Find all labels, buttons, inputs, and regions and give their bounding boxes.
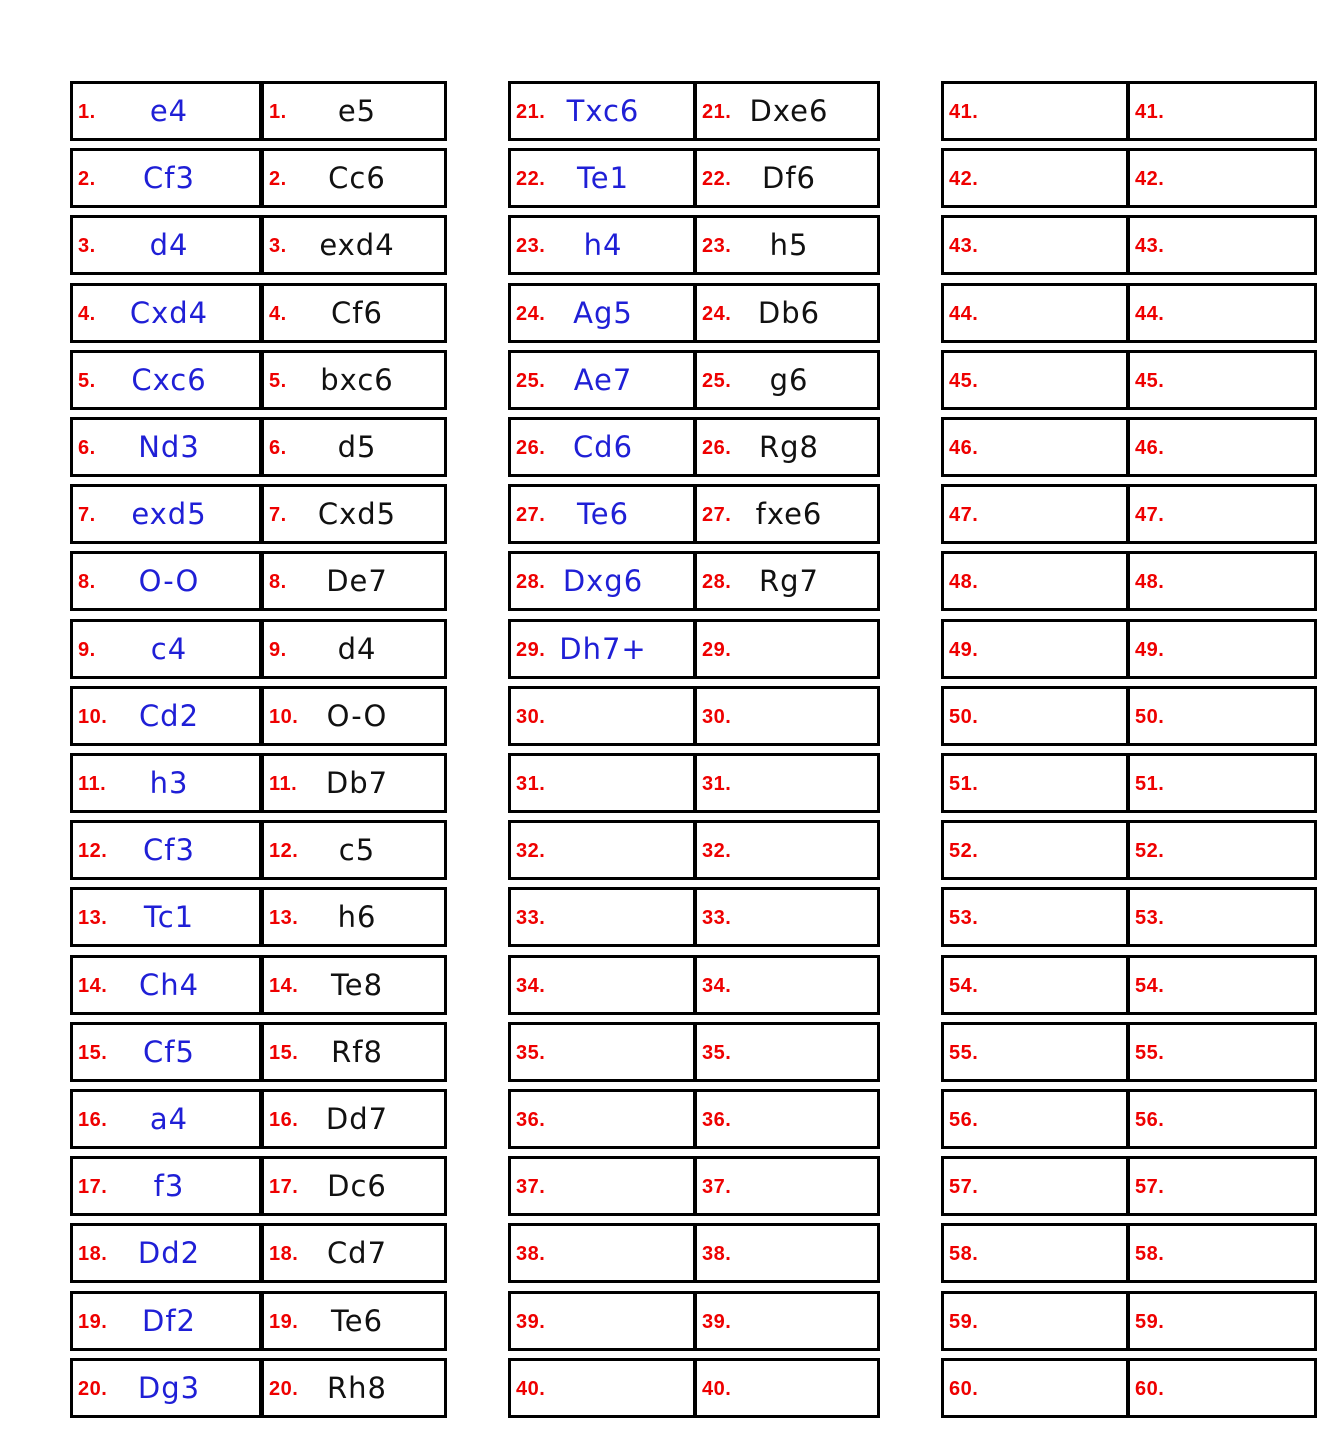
black-move-cell[interactable] — [261, 1358, 447, 1418]
white-move-cell[interactable] — [70, 350, 262, 410]
move-number: 28. — [702, 571, 732, 593]
black-move: g6 — [769, 363, 809, 397]
white-move-cell[interactable] — [941, 81, 1129, 141]
black-move-cell[interactable] — [694, 1022, 880, 1082]
white-move-cell[interactable] — [941, 283, 1129, 343]
black-move-cell[interactable] — [694, 350, 880, 410]
black-move: Db6 — [757, 296, 821, 330]
move-number: 39. — [516, 1311, 546, 1333]
black-move: Cc6 — [328, 161, 386, 195]
white-move-cell[interactable] — [70, 820, 262, 880]
move-number: 46. — [949, 437, 979, 459]
black-move: Dd7 — [325, 1102, 389, 1136]
black-move-cell[interactable] — [694, 417, 880, 477]
black-move-cell[interactable] — [1127, 1223, 1317, 1283]
move-number: 49. — [1135, 639, 1165, 661]
black-move-cell[interactable] — [261, 81, 447, 141]
black-move-cell[interactable] — [1127, 1089, 1317, 1149]
white-move-cell[interactable] — [941, 820, 1129, 880]
move-number: 30. — [516, 706, 546, 728]
black-move-cell[interactable] — [1127, 417, 1317, 477]
black-move: Cd7 — [326, 1236, 388, 1270]
move-number: 22. — [516, 168, 546, 190]
move-number: 17. — [269, 1176, 299, 1198]
move-number: 8. — [269, 571, 287, 593]
white-move-cell[interactable] — [941, 887, 1129, 947]
move-number: 11. — [269, 773, 298, 795]
white-move-cell[interactable] — [941, 686, 1129, 746]
black-move-cell[interactable] — [1127, 619, 1317, 679]
move-number: 31. — [702, 773, 732, 795]
black-move-cell[interactable] — [261, 148, 447, 208]
black-move-cell[interactable] — [1127, 148, 1317, 208]
white-move: Cxd4 — [129, 296, 209, 330]
move-number: 5. — [78, 370, 96, 392]
move-number: 16. — [78, 1109, 108, 1131]
black-move: Dxe6 — [749, 94, 829, 128]
white-move-cell[interactable] — [70, 1358, 262, 1418]
move-number: 41. — [949, 101, 979, 123]
move-number: 50. — [949, 706, 979, 728]
black-move-cell[interactable] — [1127, 551, 1317, 611]
black-move-cell[interactable] — [1127, 1291, 1317, 1351]
black-move: d5 — [337, 430, 377, 464]
white-move: Cf3 — [143, 833, 195, 867]
black-move: De7 — [326, 564, 388, 598]
move-number: 2. — [78, 168, 96, 190]
black-move: Dc6 — [327, 1169, 387, 1203]
white-move-cell[interactable] — [941, 1156, 1129, 1216]
move-number: 54. — [949, 975, 979, 997]
white-move: Cf5 — [143, 1035, 195, 1069]
move-number: 12. — [78, 840, 108, 862]
white-move-cell[interactable] — [70, 1291, 262, 1351]
white-move-cell[interactable] — [508, 1291, 696, 1351]
move-number: 8. — [78, 571, 96, 593]
white-move: d4 — [149, 228, 189, 262]
white-move-cell[interactable] — [70, 1223, 262, 1283]
move-number: 25. — [516, 370, 546, 392]
black-move: h6 — [337, 900, 377, 934]
move-number: 9. — [269, 639, 287, 661]
white-move: Te1 — [576, 161, 630, 195]
white-move-cell[interactable] — [941, 148, 1129, 208]
move-number: 25. — [702, 370, 732, 392]
black-move-cell[interactable] — [261, 887, 447, 947]
move-number: 3. — [269, 235, 287, 257]
move-number: 36. — [516, 1109, 546, 1131]
move-number: 7. — [269, 504, 287, 526]
move-number: 23. — [516, 235, 546, 257]
white-move-cell[interactable] — [70, 417, 262, 477]
move-number: 10. — [269, 706, 299, 728]
move-number: 39. — [702, 1311, 732, 1333]
black-move: fxe6 — [755, 497, 823, 531]
move-number: 18. — [78, 1243, 108, 1265]
white-move: Dxg6 — [562, 564, 644, 598]
move-number: 42. — [949, 168, 979, 190]
move-number: 4. — [269, 303, 287, 325]
white-move-cell[interactable] — [508, 686, 696, 746]
black-move-cell[interactable] — [694, 619, 880, 679]
white-move-cell[interactable] — [941, 619, 1129, 679]
move-number: 45. — [1135, 370, 1165, 392]
white-move: h4 — [583, 228, 623, 262]
move-number: 14. — [269, 975, 299, 997]
move-number: 57. — [1135, 1176, 1165, 1198]
white-move-cell[interactable] — [508, 417, 696, 477]
white-move: Nd3 — [138, 430, 200, 464]
black-move-cell[interactable] — [1127, 820, 1317, 880]
move-number: 56. — [949, 1109, 979, 1131]
white-move-cell[interactable] — [508, 551, 696, 611]
white-move-cell[interactable] — [941, 215, 1129, 275]
white-move-cell[interactable] — [508, 81, 696, 141]
black-move: Te6 — [330, 1304, 384, 1338]
white-move-cell[interactable] — [508, 820, 696, 880]
move-number: 15. — [269, 1042, 299, 1064]
white-move-cell[interactable] — [941, 753, 1129, 813]
black-move-cell[interactable] — [1127, 215, 1317, 275]
white-move-cell[interactable] — [508, 887, 696, 947]
black-move-cell[interactable] — [1127, 753, 1317, 813]
black-move-cell[interactable] — [694, 686, 880, 746]
move-number: 32. — [516, 840, 546, 862]
black-move-cell[interactable] — [1127, 81, 1317, 141]
black-move-cell[interactable] — [694, 283, 880, 343]
move-number: 26. — [702, 437, 732, 459]
black-move-cell[interactable] — [261, 619, 447, 679]
black-move-cell[interactable] — [694, 1291, 880, 1351]
black-move-cell[interactable] — [694, 148, 880, 208]
white-move-cell[interactable] — [508, 215, 696, 275]
move-number: 36. — [702, 1109, 732, 1131]
move-number: 43. — [1135, 235, 1165, 257]
move-number: 56. — [1135, 1109, 1165, 1131]
move-number: 58. — [1135, 1243, 1165, 1265]
white-move-cell[interactable] — [508, 753, 696, 813]
black-move-cell[interactable] — [1127, 887, 1317, 947]
move-number: 24. — [702, 303, 732, 325]
white-move-cell[interactable] — [70, 1022, 262, 1082]
black-move-cell[interactable] — [694, 1358, 880, 1418]
white-move-cell[interactable] — [508, 955, 696, 1015]
white-move-cell[interactable] — [508, 1223, 696, 1283]
white-move-cell[interactable] — [941, 1089, 1129, 1149]
move-number: 2. — [269, 168, 287, 190]
black-move-cell[interactable] — [261, 417, 447, 477]
move-number: 60. — [949, 1378, 979, 1400]
white-move-cell[interactable] — [70, 686, 262, 746]
black-move-cell[interactable] — [694, 1089, 880, 1149]
black-move-cell[interactable] — [261, 1022, 447, 1082]
move-number: 47. — [949, 504, 979, 526]
white-move-cell[interactable] — [508, 1358, 696, 1418]
black-move: Te8 — [330, 968, 384, 1002]
black-move-cell[interactable] — [694, 753, 880, 813]
black-move-cell[interactable] — [1127, 1156, 1317, 1216]
move-number: 26. — [516, 437, 546, 459]
black-move-cell[interactable] — [261, 753, 447, 813]
move-number: 35. — [702, 1042, 732, 1064]
black-move-cell[interactable] — [1127, 484, 1317, 544]
move-number: 22. — [702, 168, 732, 190]
move-number: 53. — [1135, 907, 1165, 929]
move-number: 50. — [1135, 706, 1165, 728]
move-number: 55. — [949, 1042, 979, 1064]
black-move: exd4 — [319, 228, 395, 262]
black-move-cell[interactable] — [261, 215, 447, 275]
white-move-cell[interactable] — [70, 215, 262, 275]
move-number: 41. — [1135, 101, 1165, 123]
white-move-cell[interactable] — [941, 551, 1129, 611]
black-move: O-O — [326, 699, 388, 733]
white-move: Ag5 — [573, 296, 633, 330]
white-move-cell[interactable] — [508, 148, 696, 208]
move-number: 9. — [78, 639, 96, 661]
move-number: 21. — [702, 101, 732, 123]
move-number: 44. — [1135, 303, 1165, 325]
white-move: Cd6 — [572, 430, 634, 464]
move-number: 59. — [949, 1311, 979, 1333]
white-move-cell[interactable] — [941, 1291, 1129, 1351]
black-move-cell[interactable] — [694, 484, 880, 544]
move-number: 44. — [949, 303, 979, 325]
move-number: 40. — [702, 1378, 732, 1400]
move-number: 17. — [78, 1176, 108, 1198]
white-move: Txc6 — [566, 94, 640, 128]
move-number: 6. — [269, 437, 287, 459]
move-number: 37. — [516, 1176, 546, 1198]
white-move-cell[interactable] — [508, 1156, 696, 1216]
move-number: 4. — [78, 303, 96, 325]
white-move-cell[interactable] — [941, 1223, 1129, 1283]
black-move-cell[interactable] — [261, 820, 447, 880]
move-number: 5. — [269, 370, 287, 392]
white-move: Dg3 — [137, 1371, 201, 1405]
move-number: 15. — [78, 1042, 108, 1064]
move-number: 34. — [702, 975, 732, 997]
move-number: 34. — [516, 975, 546, 997]
black-move-cell[interactable] — [261, 1089, 447, 1149]
move-number: 58. — [949, 1243, 979, 1265]
move-number: 45. — [949, 370, 979, 392]
black-move: Rf8 — [331, 1035, 383, 1069]
move-number: 10. — [78, 706, 108, 728]
white-move-cell[interactable] — [941, 417, 1129, 477]
move-number: 1. — [78, 101, 96, 123]
black-move-cell[interactable] — [1127, 350, 1317, 410]
move-number: 28. — [516, 571, 546, 593]
black-move-cell[interactable] — [694, 551, 880, 611]
white-move-cell[interactable] — [70, 551, 262, 611]
white-move-cell[interactable] — [508, 1022, 696, 1082]
move-number: 27. — [516, 504, 546, 526]
move-number: 57. — [949, 1176, 979, 1198]
white-move-cell[interactable] — [70, 81, 262, 141]
white-move-cell[interactable] — [941, 1022, 1129, 1082]
move-number: 35. — [516, 1042, 546, 1064]
move-number: 23. — [702, 235, 732, 257]
white-move-cell[interactable] — [941, 1358, 1129, 1418]
white-move-cell[interactable] — [70, 619, 262, 679]
black-move-cell[interactable] — [1127, 283, 1317, 343]
move-number: 51. — [1135, 773, 1165, 795]
move-number: 21. — [516, 101, 546, 123]
black-move-cell[interactable] — [1127, 955, 1317, 1015]
white-move-cell[interactable] — [508, 1089, 696, 1149]
move-number: 1. — [269, 101, 287, 123]
move-number: 52. — [1135, 840, 1165, 862]
white-move-cell[interactable] — [70, 955, 262, 1015]
black-move-cell[interactable] — [261, 1291, 447, 1351]
white-move: f3 — [153, 1169, 185, 1203]
move-number: 29. — [702, 639, 732, 661]
white-move-cell[interactable] — [70, 1156, 262, 1216]
black-move-cell[interactable] — [261, 1223, 447, 1283]
move-number: 14. — [78, 975, 108, 997]
white-move: e4 — [149, 94, 189, 128]
move-number: 20. — [78, 1378, 108, 1400]
move-number: 32. — [702, 840, 732, 862]
white-move: a4 — [149, 1102, 189, 1136]
move-number: 47. — [1135, 504, 1165, 526]
move-number: 40. — [516, 1378, 546, 1400]
black-move: Cf6 — [331, 296, 383, 330]
white-move: Df2 — [142, 1304, 196, 1338]
move-number: 37. — [702, 1176, 732, 1198]
white-move: Ae7 — [573, 363, 633, 397]
move-number: 49. — [949, 639, 979, 661]
white-move-cell[interactable] — [70, 484, 262, 544]
black-move-cell[interactable] — [1127, 1022, 1317, 1082]
move-number: 55. — [1135, 1042, 1165, 1064]
white-move: Cd2 — [138, 699, 200, 733]
move-number: 30. — [702, 706, 732, 728]
black-move-cell[interactable] — [694, 81, 880, 141]
move-number: 19. — [269, 1311, 299, 1333]
black-move: e5 — [337, 94, 377, 128]
black-move: d4 — [337, 632, 377, 666]
move-number: 29. — [516, 639, 546, 661]
white-move-cell[interactable] — [941, 955, 1129, 1015]
white-move: Te6 — [576, 497, 630, 531]
move-number: 33. — [516, 907, 546, 929]
move-number: 20. — [269, 1378, 299, 1400]
black-move-cell[interactable] — [261, 484, 447, 544]
white-move: c4 — [150, 632, 188, 666]
black-move-cell[interactable] — [261, 350, 447, 410]
move-number: 43. — [949, 235, 979, 257]
white-move: O-O — [138, 564, 200, 598]
white-move-cell[interactable] — [508, 283, 696, 343]
black-move-cell[interactable] — [261, 551, 447, 611]
black-move-cell[interactable] — [694, 1156, 880, 1216]
white-move-cell[interactable] — [941, 350, 1129, 410]
move-number: 11. — [78, 773, 107, 795]
black-move: c5 — [338, 833, 376, 867]
white-move-cell[interactable] — [941, 484, 1129, 544]
white-move-cell[interactable] — [70, 1089, 262, 1149]
black-move: Rg8 — [758, 430, 819, 464]
move-number: 18. — [269, 1243, 299, 1265]
black-move: Cxd5 — [317, 497, 397, 531]
black-move-cell[interactable] — [261, 955, 447, 1015]
white-move-cell[interactable] — [508, 484, 696, 544]
white-move: Dd2 — [137, 1236, 201, 1270]
black-move-cell[interactable] — [694, 887, 880, 947]
move-number: 38. — [516, 1243, 546, 1265]
move-number: 33. — [702, 907, 732, 929]
move-number: 6. — [78, 437, 96, 459]
move-number: 7. — [78, 504, 96, 526]
move-number: 42. — [1135, 168, 1165, 190]
black-move-cell[interactable] — [694, 820, 880, 880]
move-number: 46. — [1135, 437, 1165, 459]
white-move-cell[interactable] — [508, 619, 696, 679]
move-number: 54. — [1135, 975, 1165, 997]
black-move: Df6 — [762, 161, 816, 195]
white-move: Dh7+ — [559, 632, 647, 666]
black-move-cell[interactable] — [694, 215, 880, 275]
move-number: 48. — [949, 571, 979, 593]
black-move: Rh8 — [327, 1371, 387, 1405]
move-number: 3. — [78, 235, 96, 257]
black-move-cell[interactable] — [1127, 1358, 1317, 1418]
white-move-cell[interactable] — [508, 350, 696, 410]
move-number: 38. — [702, 1243, 732, 1265]
move-number: 53. — [949, 907, 979, 929]
move-number: 51. — [949, 773, 979, 795]
black-move: Db7 — [325, 766, 389, 800]
white-move: Cxc6 — [131, 363, 207, 397]
move-number: 16. — [269, 1109, 299, 1131]
black-move: Rg7 — [758, 564, 819, 598]
black-move-cell[interactable] — [1127, 686, 1317, 746]
white-move-cell[interactable] — [70, 283, 262, 343]
move-number: 13. — [269, 907, 299, 929]
white-move: Tc1 — [143, 900, 195, 934]
move-number: 31. — [516, 773, 546, 795]
white-move-cell[interactable] — [70, 148, 262, 208]
white-move-cell[interactable] — [70, 887, 262, 947]
white-move: h3 — [149, 766, 189, 800]
black-move-cell[interactable] — [261, 686, 447, 746]
black-move: h5 — [769, 228, 809, 262]
white-move-cell[interactable] — [70, 753, 262, 813]
move-number: 27. — [702, 504, 732, 526]
white-move: Ch4 — [138, 968, 200, 1002]
move-number: 48. — [1135, 571, 1165, 593]
move-number: 12. — [269, 840, 299, 862]
white-move: exd5 — [131, 497, 207, 531]
black-move-cell[interactable] — [694, 1223, 880, 1283]
move-number: 59. — [1135, 1311, 1165, 1333]
move-number: 24. — [516, 303, 546, 325]
black-move-cell[interactable] — [261, 283, 447, 343]
move-number: 19. — [78, 1311, 108, 1333]
move-number: 60. — [1135, 1378, 1165, 1400]
black-move-cell[interactable] — [261, 1156, 447, 1216]
black-move-cell[interactable] — [694, 955, 880, 1015]
white-move: Cf3 — [143, 161, 195, 195]
move-number: 52. — [949, 840, 979, 862]
move-number: 13. — [78, 907, 108, 929]
black-move: bxc6 — [320, 363, 394, 397]
